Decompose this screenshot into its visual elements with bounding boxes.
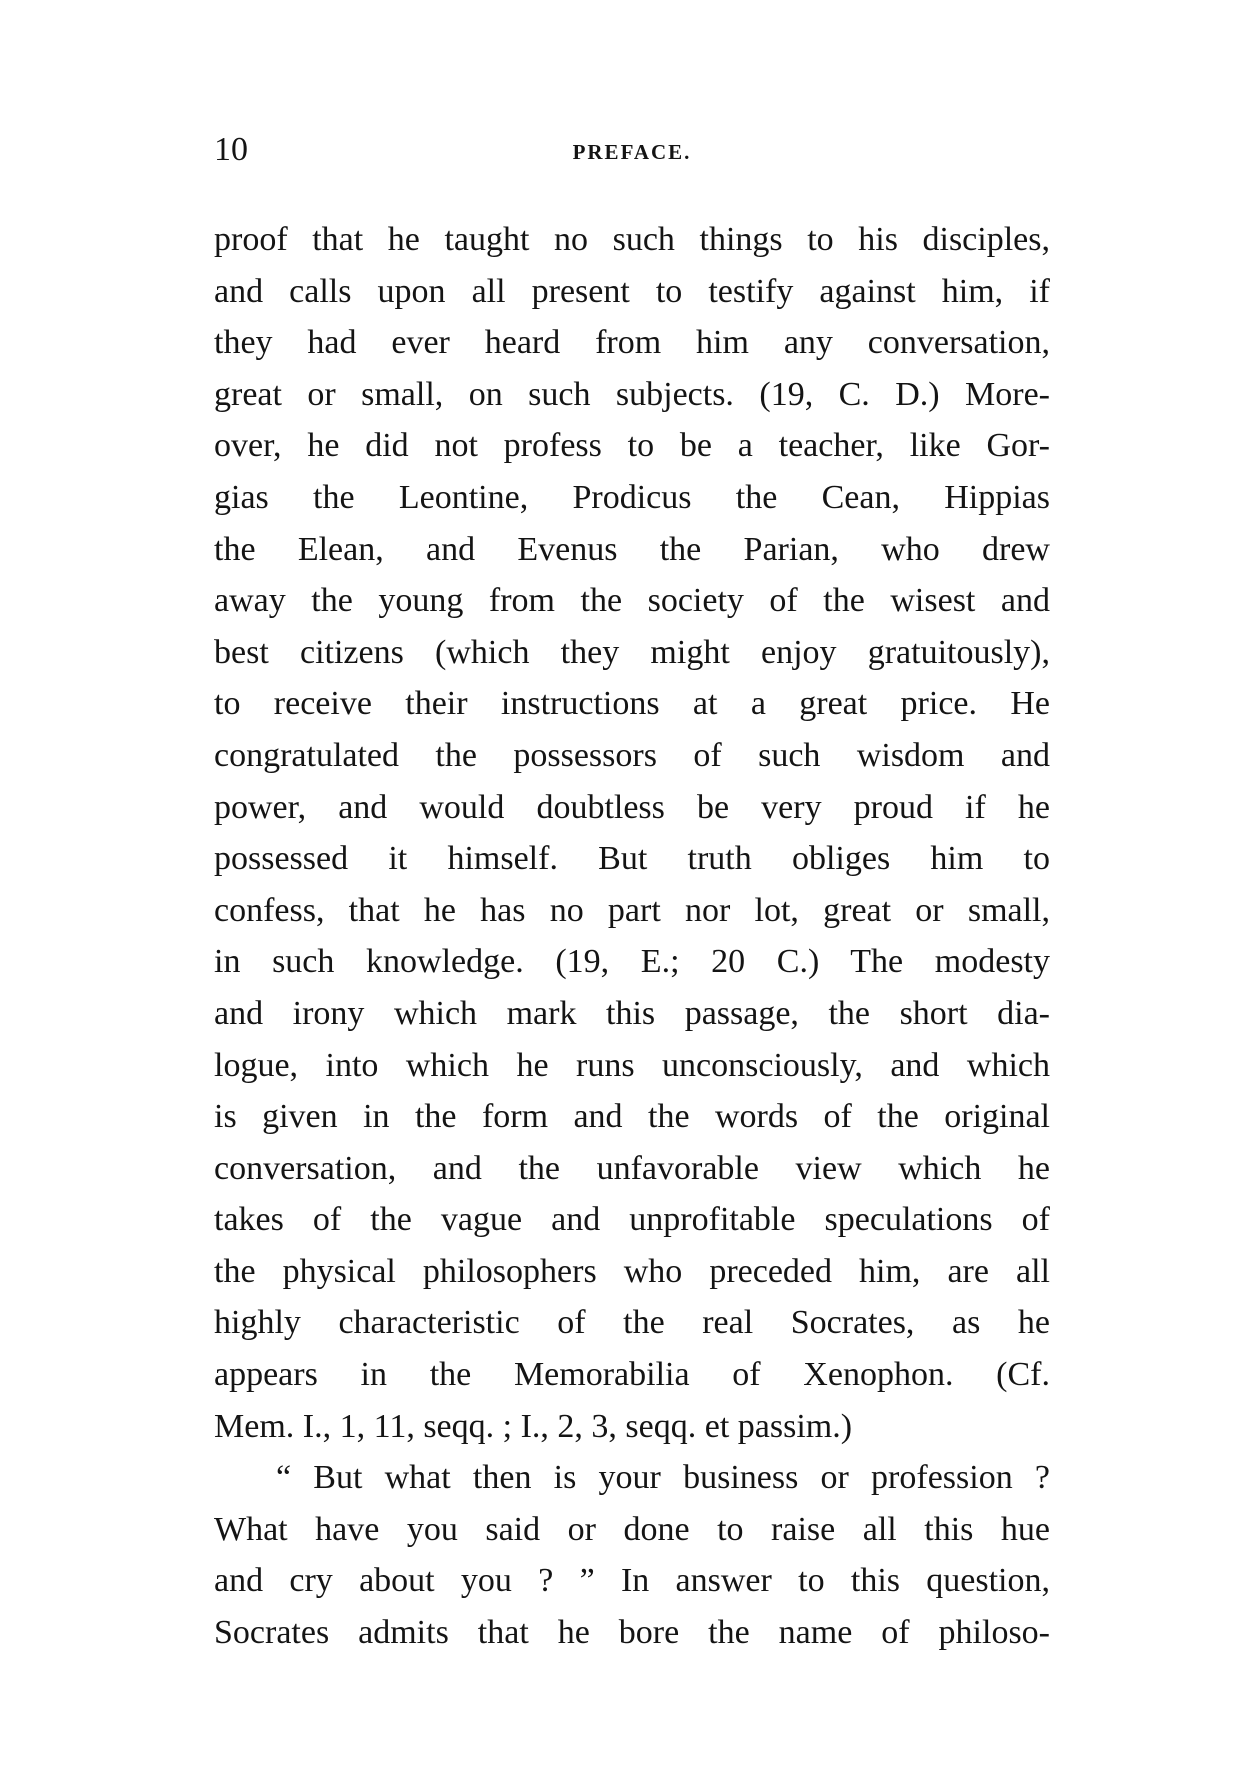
text-line: to receive their instructions at a great price. He bbox=[214, 685, 1050, 723]
text-line: in such knowledge. (19, E.; 20 C.) The modesty bbox=[214, 943, 1050, 981]
running-header bbox=[214, 128, 1050, 172]
text-line: Mem. I., 1, 11, seqq. ; I., 2, 3, seqq. et passim.) bbox=[214, 1407, 853, 1445]
text-line: appears in the Memorabilia of Xenophon. (Cf. bbox=[214, 1356, 1050, 1394]
text-line: power, and would doubtless be very proud if he bbox=[214, 788, 1050, 826]
text-line: is given in the form and the words of the original bbox=[214, 1098, 1050, 1136]
text-line: congratulated the possessors of such wisdom and bbox=[214, 736, 1050, 774]
page-number: 10 bbox=[214, 131, 248, 168]
text-line: the physical philosophers who preceded him, are all bbox=[214, 1252, 1050, 1290]
text-line: best citizens (which they might enjoy gratuitously), bbox=[214, 633, 1050, 671]
text-line: conversation, and the unfavorable view which he bbox=[214, 1149, 1050, 1187]
text-line: and cry about you ? ” In answer to this question, bbox=[214, 1562, 1050, 1600]
text-line: and calls upon all present to testify against him, if bbox=[214, 272, 1050, 310]
text-line: the Elean, and Evenus the Parian, who drew bbox=[214, 530, 1050, 568]
text-line: away the young from the society of the wisest and bbox=[214, 582, 1050, 620]
text-line: proof that he taught no such things to his disciples, bbox=[214, 221, 1050, 258]
text-line: great or small, on such subjects. (19, C. D.) More- bbox=[214, 375, 1050, 413]
text-line: over, he did not profess to be a teacher, like Gor- bbox=[214, 427, 1050, 465]
text-line: highly characteristic of the real Socrates, as he bbox=[214, 1304, 1050, 1342]
text-line: possessed it himself. But truth obliges him to bbox=[214, 840, 1050, 878]
text-line: confess, that he has no part nor lot, great or small, bbox=[214, 891, 1050, 929]
text-line: “ But what then is your business or profession ? bbox=[276, 1459, 1050, 1497]
running-title: PREFACE. bbox=[572, 140, 692, 164]
text-line: gias the Leontine, Prodicus the Cean, Hippias bbox=[214, 478, 1050, 516]
text-line: Socrates admits that he bore the name of philoso- bbox=[214, 1614, 1050, 1652]
text-line: and irony which mark this passage, the short dia- bbox=[214, 994, 1050, 1032]
text-line: they had ever heard from him any conversation, bbox=[214, 324, 1050, 362]
text-line: What have you said or done to raise all this hue bbox=[214, 1510, 1050, 1548]
text-line: logue, into which he runs unconsciously, and which bbox=[214, 1046, 1050, 1084]
text-line: takes of the vague and unprofitable speculations of bbox=[214, 1201, 1050, 1239]
body-text bbox=[214, 214, 1050, 1659]
